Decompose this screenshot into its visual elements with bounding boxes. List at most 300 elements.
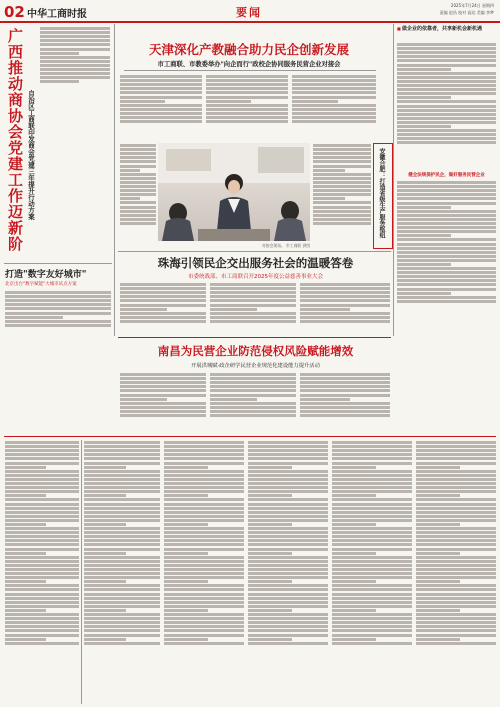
text-line [397, 288, 496, 291]
text-line [84, 629, 160, 632]
text-line [120, 108, 202, 111]
text-line [397, 55, 496, 58]
text-line [248, 556, 328, 559]
text-line [416, 519, 496, 522]
text-line [332, 576, 412, 579]
text-line [84, 519, 160, 522]
text-line [332, 638, 376, 641]
text-line [416, 638, 460, 641]
text-line [206, 79, 288, 82]
text-line [164, 552, 208, 555]
text-line [416, 556, 496, 559]
text-line [5, 474, 79, 477]
text-line [248, 593, 328, 596]
text-line [120, 160, 156, 163]
date-line: 2025年7月24日 星期四 [450, 3, 494, 8]
text-line [5, 453, 79, 456]
text-line [248, 462, 328, 465]
text-line [416, 548, 496, 551]
text-line [416, 576, 496, 579]
lower-col-4 [248, 440, 328, 704]
text-line [397, 275, 496, 278]
text-line [210, 377, 296, 380]
text-line [5, 535, 79, 538]
text-line [313, 144, 371, 147]
text-line [120, 299, 206, 302]
text-line [397, 283, 496, 286]
text-line [210, 406, 296, 409]
text-line [397, 271, 496, 274]
text-line [164, 634, 244, 637]
text-line [5, 552, 46, 555]
text-line [300, 410, 390, 413]
text-line [248, 494, 292, 497]
text-line [397, 247, 496, 250]
text-line [5, 441, 79, 444]
text-line [5, 511, 79, 514]
text-line [248, 519, 328, 522]
text-line [5, 560, 79, 563]
text-line [164, 474, 244, 477]
text-line [40, 48, 110, 51]
text-line [416, 486, 496, 489]
text-line [313, 222, 371, 225]
text-line [332, 445, 412, 448]
text-line [332, 634, 412, 637]
text-line [164, 625, 244, 628]
text-line [397, 222, 496, 225]
text-line [120, 193, 156, 196]
text-line [416, 597, 496, 600]
text-line [164, 593, 244, 596]
text-line [164, 527, 244, 530]
text-line [120, 389, 206, 392]
text-line [332, 486, 412, 489]
text-line [416, 490, 496, 493]
text-line [397, 105, 496, 108]
text-line [84, 601, 160, 604]
text-line [397, 92, 496, 95]
text-line [332, 515, 412, 518]
text-line [397, 226, 496, 229]
lower-col-2 [84, 440, 160, 704]
text-line [164, 605, 244, 608]
text-line [313, 189, 371, 192]
text-line [313, 193, 371, 196]
text-line [397, 238, 496, 241]
text-line [416, 629, 496, 632]
text-line [120, 165, 156, 168]
left-lower-title: 打造"数字友好城市" [5, 270, 87, 280]
text-line [40, 80, 79, 83]
text-line [164, 535, 244, 538]
text-line [5, 324, 111, 327]
text-line [210, 385, 296, 388]
text-line [84, 617, 160, 620]
text-line [84, 543, 160, 546]
text-line [164, 642, 244, 645]
text-line [248, 498, 328, 501]
text-line [416, 642, 496, 645]
text-line [206, 87, 288, 90]
text-line [5, 494, 46, 497]
text-line [164, 539, 244, 542]
text-line [120, 185, 156, 188]
text-line [120, 316, 206, 319]
text-line [332, 564, 412, 567]
text-line [248, 527, 328, 530]
lead-body-col3 [292, 74, 376, 140]
text-line [210, 295, 296, 298]
text-line [332, 543, 412, 546]
text-line [416, 568, 496, 571]
text-line [164, 466, 208, 469]
text-line [84, 453, 160, 456]
text-line [248, 601, 328, 604]
text-line [210, 373, 296, 376]
text-line [332, 556, 412, 559]
text-line [164, 556, 244, 559]
side-vertical-title: 安徽合肥：打造省级生产服务枢纽 [378, 148, 385, 238]
text-line [313, 148, 371, 151]
text-line [248, 490, 328, 493]
text-line [300, 320, 390, 323]
text-line [164, 597, 244, 600]
text-line [248, 445, 328, 448]
text-line [313, 210, 371, 213]
text-line [416, 449, 496, 452]
text-line [164, 482, 244, 485]
text-line [332, 605, 412, 608]
text-line [120, 304, 206, 307]
text-line [248, 564, 328, 567]
text-line [248, 572, 328, 575]
left-lower-body [5, 290, 111, 336]
text-line [84, 490, 160, 493]
text-line [84, 441, 160, 444]
text-line [5, 638, 46, 641]
text-line [416, 613, 496, 616]
text-line [397, 279, 496, 282]
text-line [5, 291, 111, 294]
text-line [120, 79, 202, 82]
text-line [300, 414, 390, 417]
text-line [84, 568, 160, 571]
text-line [40, 35, 110, 38]
text-line [397, 59, 496, 62]
vertical-deck: 自治区工商联印发商会党建三年提升行动方案 [27, 90, 35, 220]
text-line [5, 466, 46, 469]
text-line [248, 605, 328, 608]
text-line [120, 173, 156, 176]
text-line [397, 251, 496, 254]
text-line [313, 169, 345, 172]
text-line [5, 621, 79, 624]
text-line [5, 580, 46, 583]
left-lower-subtitle: 北京出台"数字赋能"大城市试点方案 [5, 282, 77, 287]
text-line [248, 531, 328, 534]
text-line [332, 601, 412, 604]
text-line [248, 474, 328, 477]
text-line [416, 605, 496, 608]
text-line [248, 515, 328, 518]
text-line [210, 402, 296, 405]
text-line [120, 148, 156, 151]
text-line [248, 552, 292, 555]
text-line [84, 449, 160, 452]
text-line [40, 60, 110, 63]
text-line [248, 548, 328, 551]
text-line [5, 548, 79, 551]
text-line [332, 593, 412, 596]
text-line [164, 519, 244, 522]
text-line [5, 307, 111, 310]
text-line [164, 548, 244, 551]
text-line [5, 539, 79, 542]
text-line [416, 474, 496, 477]
text-line [332, 560, 412, 563]
text-line [248, 535, 328, 538]
text-line [248, 511, 328, 514]
text-line [84, 621, 160, 624]
text-line [84, 498, 160, 501]
lead-body-left-of-photo [120, 143, 156, 247]
text-line [84, 588, 160, 591]
third-title: 南昌为民营企业防范侵权风险赋能增效 [157, 344, 354, 358]
text-line [210, 389, 296, 392]
text-line [332, 457, 412, 460]
text-line [5, 490, 79, 493]
text-line [210, 414, 296, 417]
text-line [332, 449, 412, 452]
right-col-body-2 [397, 180, 496, 336]
text-line [5, 449, 79, 452]
text-line [292, 108, 376, 111]
text-line [84, 556, 160, 559]
text-line [332, 625, 412, 628]
text-line [5, 445, 79, 448]
text-line [40, 39, 110, 42]
text-line [5, 507, 79, 510]
text-line [300, 389, 390, 392]
text-line [248, 470, 328, 473]
text-line [416, 584, 496, 587]
text-line [120, 402, 206, 405]
text-line [397, 47, 496, 50]
text-line [206, 112, 288, 115]
text-line [120, 83, 202, 86]
text-line [416, 507, 496, 510]
text-line [120, 414, 206, 417]
text-line [120, 283, 206, 286]
second-body-col3 [300, 282, 390, 334]
text-line [248, 478, 328, 481]
text-line [120, 320, 206, 323]
text-line [416, 523, 460, 526]
text-line [164, 613, 244, 616]
text-line [248, 638, 292, 641]
text-line [120, 169, 140, 172]
text-line [120, 152, 156, 155]
text-line [120, 87, 202, 90]
third-top-rule [118, 337, 391, 338]
text-line [84, 597, 160, 600]
lead-sub-rule [124, 70, 376, 71]
text-line [5, 609, 46, 612]
text-line [5, 572, 79, 575]
text-line [300, 381, 390, 384]
text-line [248, 634, 328, 637]
text-line [84, 466, 126, 469]
right-col-body-1 [397, 42, 496, 170]
text-line [164, 515, 244, 518]
text-line [5, 515, 79, 518]
text-line [416, 498, 496, 501]
text-line [206, 100, 251, 103]
text-line [416, 560, 496, 563]
photo-caption: 对接会现场。 市工商联 供图 [262, 243, 310, 248]
text-line [40, 52, 79, 55]
text-line [120, 295, 206, 298]
text-line [164, 617, 244, 620]
text-line [248, 580, 292, 583]
second-title: 珠海引领民企交出服务社会的温暖答卷 [157, 256, 354, 270]
text-line [397, 88, 496, 91]
text-line [164, 572, 244, 575]
text-line [248, 576, 328, 579]
text-line [397, 64, 496, 67]
text-line [397, 189, 496, 192]
text-line [84, 457, 160, 460]
text-line [120, 308, 167, 311]
text-line [332, 548, 412, 551]
text-line [84, 503, 160, 506]
text-line [248, 523, 292, 526]
text-line [84, 548, 160, 551]
text-line [120, 312, 206, 315]
text-line [416, 531, 496, 534]
text-line [397, 214, 496, 217]
text-line [416, 445, 496, 448]
text-line [416, 511, 496, 514]
text-line [5, 316, 63, 319]
text-line [397, 109, 496, 112]
text-line [5, 462, 79, 465]
text-line [120, 206, 156, 209]
text-line [164, 531, 244, 534]
text-line [332, 453, 412, 456]
text-line [84, 560, 160, 563]
text-line [397, 206, 451, 209]
text-line [120, 189, 156, 192]
text-line [164, 629, 244, 632]
text-line [206, 108, 288, 111]
text-line [397, 296, 496, 299]
text-line [84, 478, 160, 481]
text-line [120, 377, 206, 380]
masthead [0, 0, 500, 22]
text-line [5, 498, 79, 501]
text-line [313, 156, 371, 159]
text-line [416, 539, 496, 542]
text-line [332, 629, 412, 632]
text-line [164, 478, 244, 481]
text-line [120, 210, 156, 213]
text-line [416, 625, 496, 628]
text-line [210, 308, 257, 311]
text-line [84, 527, 160, 530]
text-line [248, 453, 328, 456]
text-line [416, 552, 460, 555]
text-line [416, 588, 496, 591]
text-line [313, 173, 371, 176]
text-line [40, 72, 110, 75]
left-body-text [40, 26, 110, 262]
text-line [120, 394, 206, 397]
text-line [164, 576, 244, 579]
text-line [164, 453, 244, 456]
text-line [5, 486, 79, 489]
text-line [248, 466, 292, 469]
text-line [397, 100, 496, 103]
text-line [120, 116, 202, 119]
text-line [416, 543, 496, 546]
text-line [248, 588, 328, 591]
text-line [332, 478, 412, 481]
text-line [210, 394, 296, 397]
text-line [416, 515, 496, 518]
text-line [5, 564, 79, 567]
text-line [292, 104, 376, 107]
text-line [5, 320, 111, 323]
text-line [416, 535, 496, 538]
text-line [210, 312, 296, 315]
text-line [120, 91, 202, 94]
text-line [397, 76, 496, 79]
text-line [164, 543, 244, 546]
text-line [416, 634, 496, 637]
text-line [120, 410, 206, 413]
text-line [5, 527, 79, 530]
text-line [332, 511, 412, 514]
text-line [313, 218, 371, 221]
text-line [313, 197, 345, 200]
text-line [164, 638, 208, 641]
text-line [40, 43, 110, 46]
text-line [120, 181, 156, 184]
text-line [313, 160, 371, 163]
text-line [164, 568, 244, 571]
text-line [84, 638, 126, 641]
text-line [120, 291, 206, 294]
text-line [300, 312, 390, 315]
text-line [248, 568, 328, 571]
lead-body-right-of-photo [313, 143, 371, 247]
text-line [120, 398, 167, 401]
text-line [84, 613, 160, 616]
text-line [206, 120, 288, 123]
text-line [292, 75, 376, 78]
text-line [300, 394, 390, 397]
text-line [84, 523, 126, 526]
text-line [332, 531, 412, 534]
text-line [248, 486, 328, 489]
text-line [164, 470, 244, 473]
lower-col-1 [5, 440, 79, 704]
text-line [332, 588, 412, 591]
text-line [120, 144, 156, 147]
text-line [397, 292, 451, 295]
